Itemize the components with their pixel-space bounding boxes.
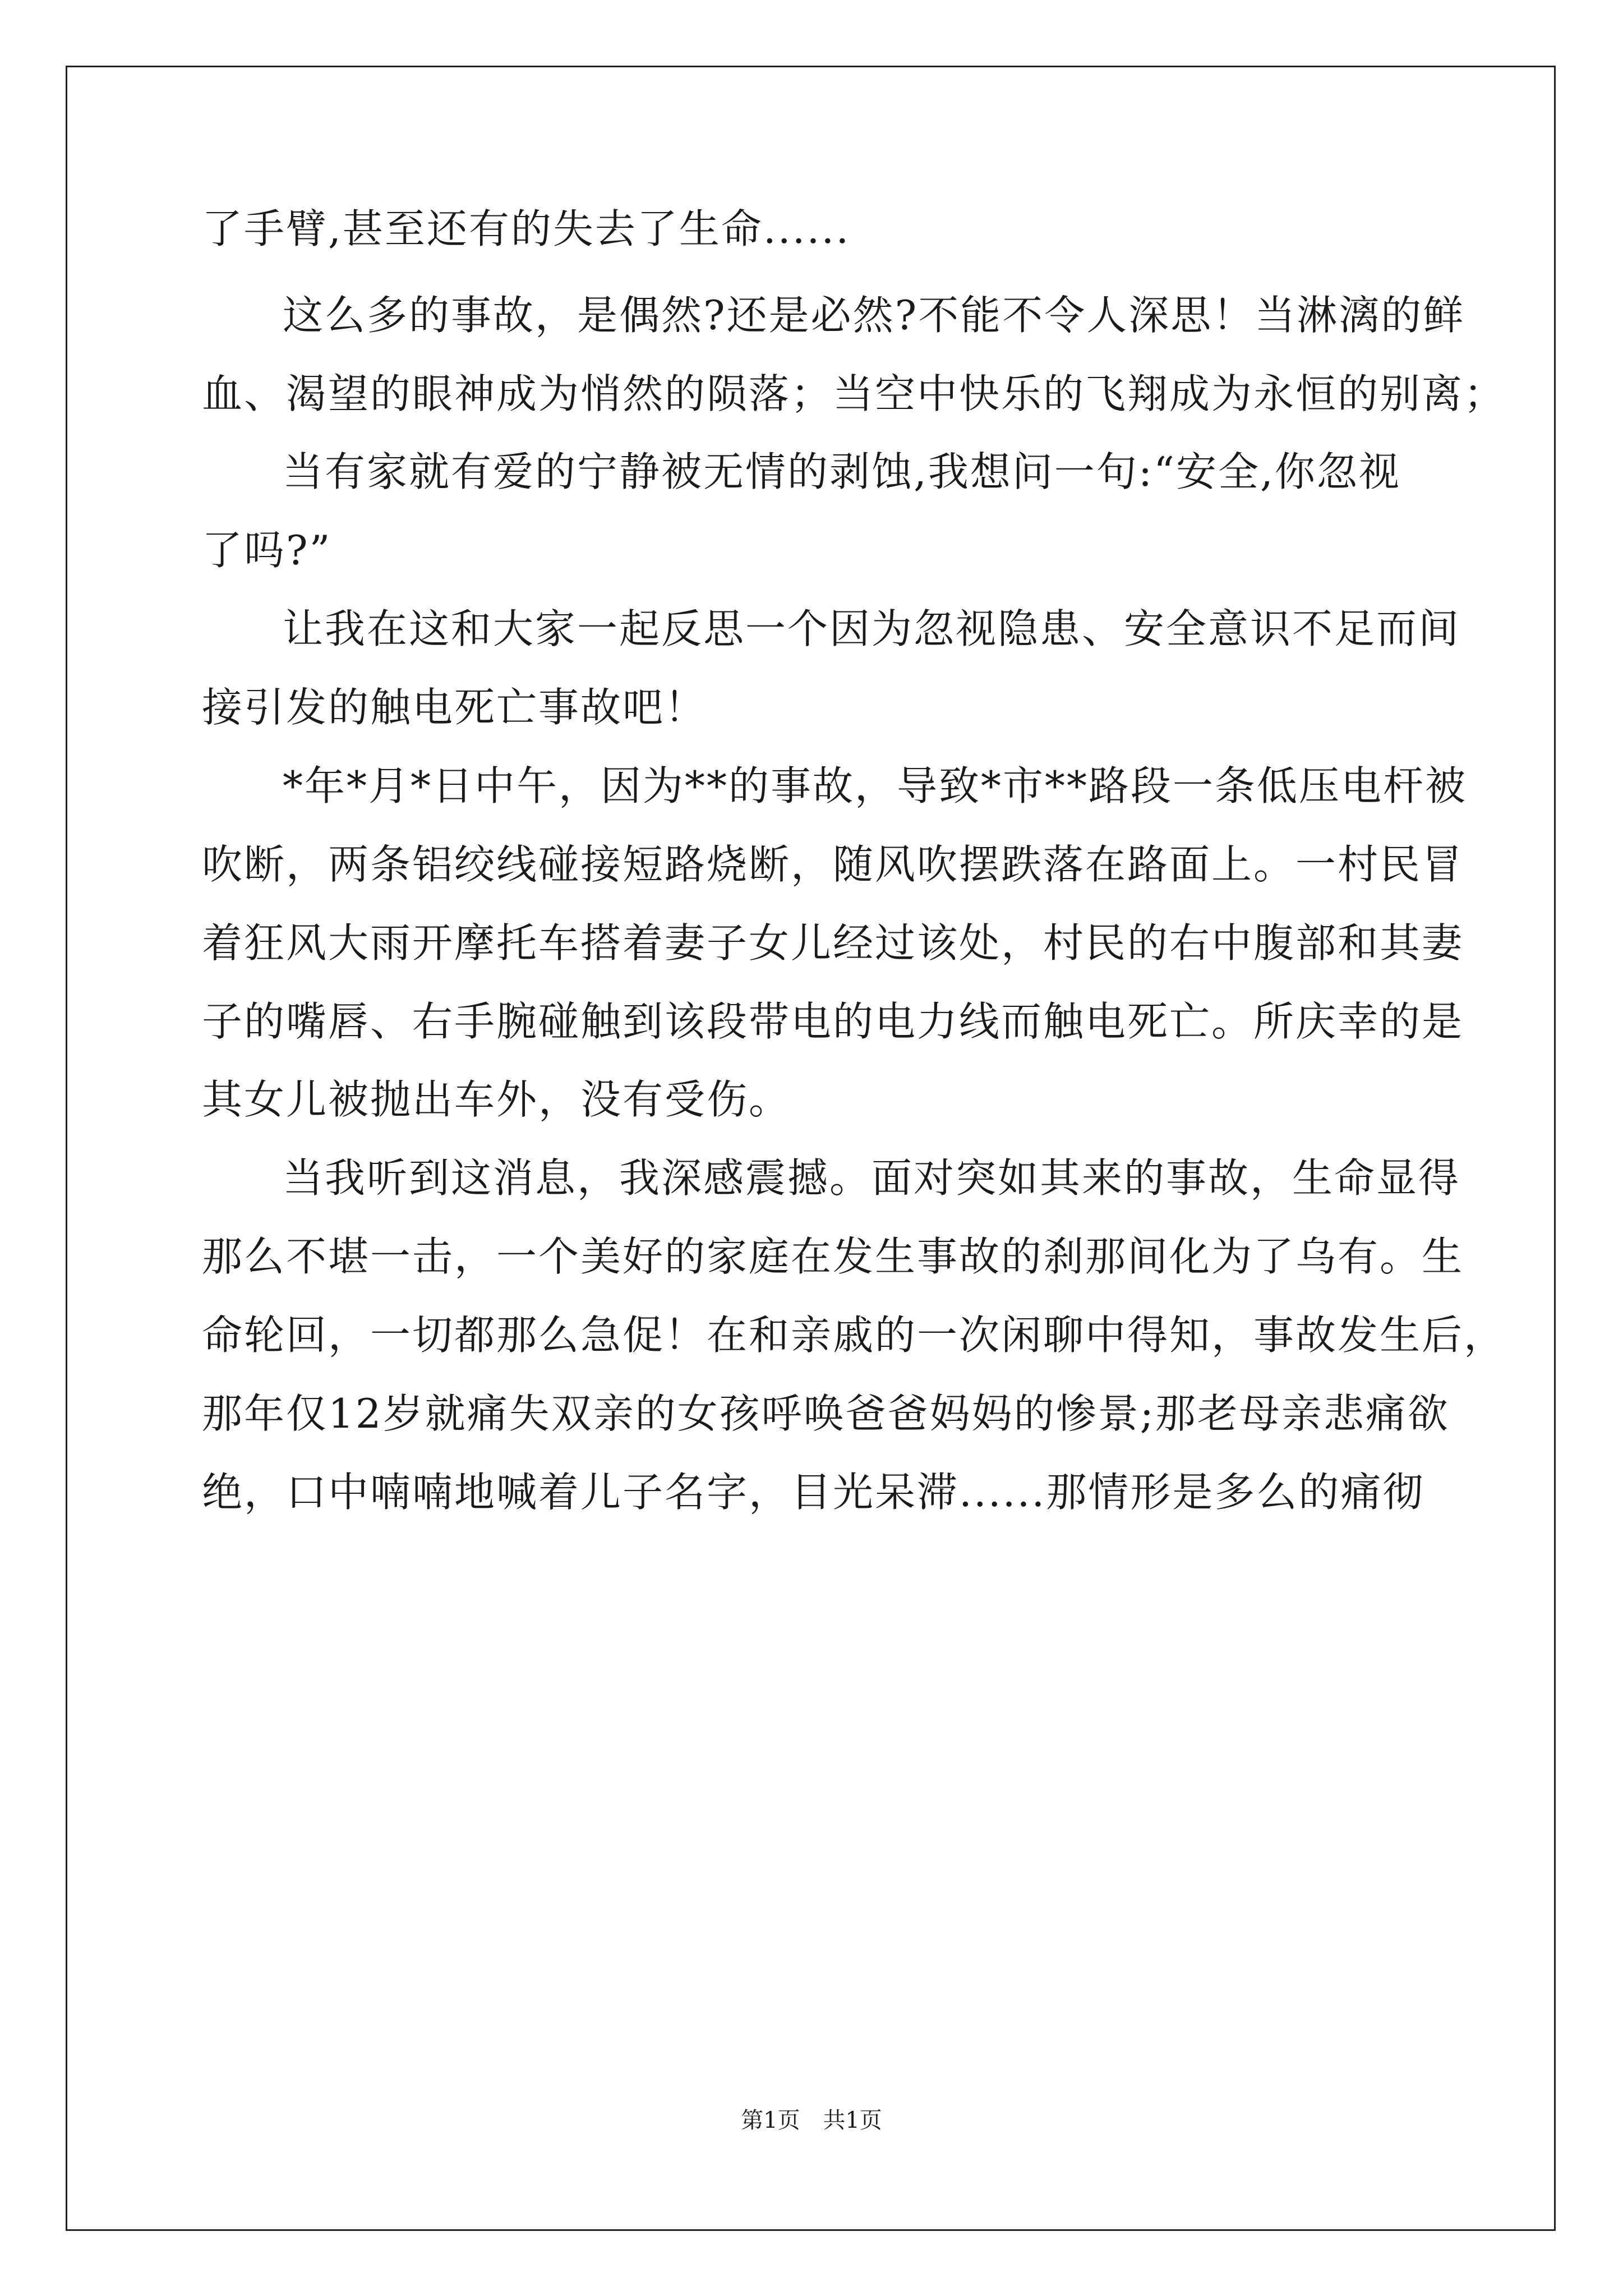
- text-line: *年*月*日中午，因为**的事故，导致*市**路段一条低压电杆被: [283, 762, 1468, 809]
- text-line: 那么不堪一击，一个美好的家庭在发生事故的刹那间化为了乌有。生: [202, 1233, 1464, 1280]
- text-line: 血、渴望的眼神成为悄然的陨落；当空中快乐的飞翔成为永恒的别离；: [202, 370, 1506, 417]
- text-line: 着狂风大雨开摩托车搭着妻子女儿经过该处，村民的右中腹部和其妻: [202, 919, 1464, 967]
- text-line: 让我在这和大家一起反思一个因为忽视隐患、安全意识不足而间: [283, 605, 1461, 652]
- text-line: 了手臂,甚至还有的失去了生命......: [202, 205, 851, 252]
- text-line: 绝，口中喃喃地喊着儿子名字，目光呆滞......那情形是多么的痛彻: [202, 1469, 1425, 1516]
- text-line: 当有家就有爱的宁静被无情的剥蚀,我想问一句:“安全,你忽视: [283, 448, 1401, 495]
- page-number: 第1页: [741, 2108, 800, 2133]
- text-line: 当我听到这消息，我深感震撼。面对突如其来的事故，生命显得: [283, 1154, 1461, 1202]
- text-line: 吹断，两条铝绞线碰接短路烧断，随风吹摆跌落在路面上。一村民冒: [202, 841, 1464, 888]
- page-footer: [0, 2102, 1623, 2134]
- text-line: 其女儿被抛出车外，没有受伤。: [202, 1076, 791, 1123]
- page-total: 共1页: [823, 2108, 882, 2133]
- text-line: 子的嘴唇、右手腕碰触到该段带电的电力线而触电死亡。所庆幸的是: [202, 998, 1464, 1045]
- text-line: 接引发的触电死亡事故吧！: [202, 684, 707, 731]
- text-line: 这么多的事故，是偶然?还是必然?不能不令人深思！当淋漓的鲜: [283, 292, 1465, 339]
- text-line: 命轮回，一切都那么急促！在和亲戚的一次闲聊中得知，事故发生后，: [202, 1312, 1506, 1359]
- text-line: 了吗?”: [202, 527, 332, 574]
- text-line: 那年仅12岁就痛失双亲的女孩呼唤爸爸妈妈的惨景;那老母亲悲痛欲: [202, 1390, 1450, 1437]
